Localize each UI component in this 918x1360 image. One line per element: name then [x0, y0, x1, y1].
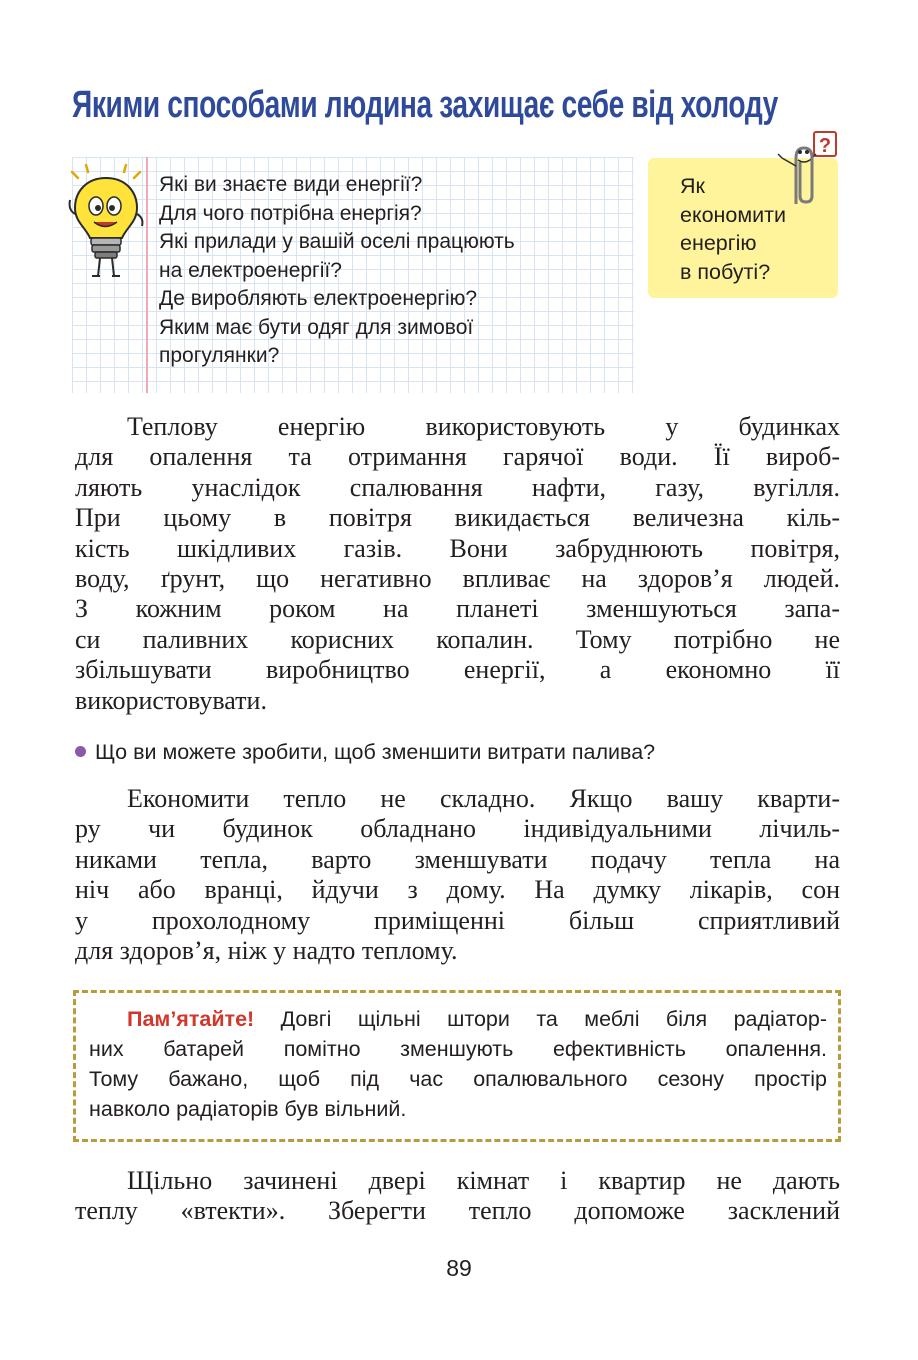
- paragraph-line: теплу «втекти». Зберегти тепло допоможе засклений: [75, 1196, 840, 1226]
- page-title: Якими способами людина захищає себе від холоду: [72, 84, 778, 126]
- svg-text:?: ?: [818, 135, 832, 157]
- paragraph-line: для здоров’я, ніж у надто теплому.: [75, 935, 458, 965]
- question-line: Яким має бути одяг для зимової: [159, 315, 474, 339]
- remember-line: [89, 1004, 827, 1034]
- grid-margin-line: [146, 157, 148, 393]
- paragraph-line: для опалення та отримання гарячої води. Її вироб-: [75, 442, 840, 472]
- remember-line: навколо радіаторів був вільний.: [89, 1097, 407, 1121]
- note-line: енергію: [680, 231, 757, 255]
- paragraph-line: Теплову енергію використовують у будинках: [127, 412, 840, 441]
- bullet-question-text: Що ви можете зробити, щоб зменшити витрати палива?: [95, 740, 656, 764]
- note-line: в побуті?: [680, 259, 771, 284]
- bullet-dot-icon: [75, 746, 86, 757]
- question-line: на електроенергії?: [159, 258, 342, 282]
- paragraph-line: ру чи будинок обладнано індивідуальними лічиль-: [75, 814, 840, 844]
- paragraph-line: ляють унаслідок спалювання нафти, газу, вугілля.: [75, 472, 840, 502]
- paragraph-line: Економити тепло не складно. Якщо вашу кварти-: [127, 784, 840, 813]
- question-line: прогулянки?: [159, 344, 280, 367]
- intro-questions: [159, 171, 634, 371]
- paragraph-line: З кожним роком на планеті зменшуються запа-: [75, 594, 840, 624]
- note-line: економити: [680, 202, 787, 227]
- page-number: 89: [446, 1255, 472, 1281]
- remember-line: Тому бажано, щоб під час опалювального сезону простір: [89, 1067, 827, 1091]
- paperclip-question-icon: [776, 130, 840, 206]
- question-line: Де виробляють електроенергію?: [159, 287, 478, 310]
- paragraph-line: си паливних корисних копалин. Тому потрібно не: [75, 624, 840, 654]
- bullet-question: [75, 737, 855, 767]
- paragraph-doors: [75, 1166, 840, 1227]
- paragraph-line: никами тепла, варто зменшувати подачу тепла на: [75, 844, 840, 874]
- lightbulb-mascot-icon: [66, 164, 146, 282]
- paragraph-line: При цьому в повітря викидається величезна кіль-: [75, 503, 840, 533]
- paragraph-save-heat: [75, 784, 840, 966]
- paragraph-line: використовувати.: [75, 685, 267, 715]
- paragraph-line: Щільно зачинені двері кімнат і квартир не дають: [127, 1166, 840, 1195]
- remember-first-line: Довгі щільні штори та меблі біля радіатор-: [254, 1007, 827, 1031]
- remember-text: [89, 1004, 827, 1124]
- paragraph-line: кість шкідливих газів. Вони забруднюють повітря,: [75, 533, 840, 563]
- remember-label: Пам’ятайте!: [127, 1007, 255, 1031]
- question-line: Які прилади у вашій оселі працюють: [159, 230, 515, 253]
- question-line: Для чого потрібна енергія?: [159, 201, 422, 225]
- paragraph-line: збільшувати виробництво енергії, а економно її: [75, 655, 840, 685]
- paragraph-line: воду, ґрунт, що негативно впливає на здоров’я людей.: [75, 563, 840, 593]
- question-line: Які ви знаєте види енергії?: [159, 173, 423, 196]
- paragraph-line: ніч або вранці, йдучи з дому. На думку лікарів, сон: [75, 875, 840, 905]
- remember-line: них батарей помітно зменшують ефективність опалення.: [89, 1037, 827, 1061]
- note-line: Як: [680, 174, 705, 198]
- paragraph-heat-energy: [75, 412, 840, 716]
- paragraph-line: у прохолодному приміщенні більш сприятливий: [75, 905, 840, 935]
